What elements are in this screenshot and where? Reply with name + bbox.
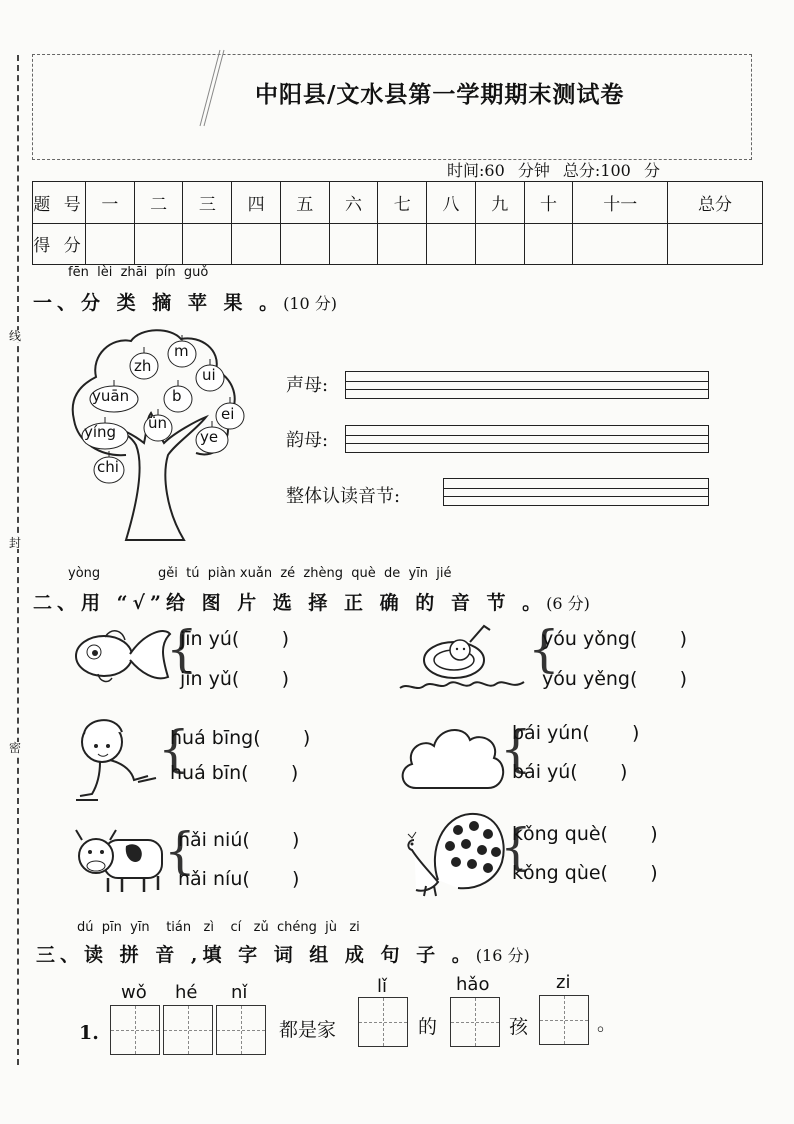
- apple-label: m: [174, 342, 189, 360]
- period-mark: 。: [597, 1013, 617, 1035]
- score-col-4: 四: [232, 182, 281, 224]
- answer-lines-zhengti[interactable]: [443, 478, 709, 506]
- score-cell[interactable]: [573, 223, 668, 265]
- swimmer-icon: [398, 620, 530, 694]
- text-doushijia: 都是家: [279, 1019, 337, 1041]
- section1-heading-text: 一、分 类 摘 苹 果 。: [33, 292, 284, 314]
- section1-pinyin: fēn lèi zhāi pín guǒ: [68, 265, 209, 280]
- option-kong-que[interactable]: kǒng què( ): [512, 823, 658, 845]
- side-mark-mi: 密: [9, 741, 22, 755]
- writing-cell-ni[interactable]: [216, 1005, 266, 1055]
- score-cell[interactable]: [427, 223, 476, 265]
- time-info: 时间:60 分钟 总分:100 分: [447, 161, 660, 180]
- option-you-yong[interactable]: yóu yǒng( ): [542, 628, 688, 650]
- apple-label: zh: [134, 357, 152, 375]
- score-col-6: 六: [329, 182, 378, 224]
- label-yunmu: 韵母:: [286, 430, 329, 451]
- score-table-label-tihao: 题 号: [33, 182, 86, 224]
- option-hua-bing[interactable]: huá bīng( ): [170, 727, 311, 749]
- score-col-8: 八: [427, 182, 476, 224]
- score-col-7: 七: [378, 182, 427, 224]
- apple-group: [66, 325, 246, 545]
- writing-cell-li[interactable]: [358, 997, 408, 1047]
- page-title: 中阳县/文水县第一学期期末测试卷: [255, 82, 625, 108]
- pinyin-ni: nǐ: [231, 982, 248, 1003]
- side-mark-feng: 封: [9, 536, 22, 550]
- score-cell[interactable]: [183, 223, 232, 265]
- section2-heading-text: 二、用 “√”给 图 片 选 择 正 确 的 音 节 。: [33, 592, 547, 614]
- label-zhengti: 整体认读音节:: [286, 486, 401, 507]
- section3-score: (16 分): [475, 946, 530, 965]
- score-col-3: 三: [183, 182, 232, 224]
- writing-cell-zi[interactable]: [539, 995, 589, 1045]
- apple-label: chi: [97, 458, 119, 476]
- score-cell[interactable]: [134, 223, 183, 265]
- apple-label: ye: [200, 428, 219, 446]
- score-col-total: 总分: [668, 182, 763, 224]
- goldfish-icon: [70, 622, 176, 692]
- score-cell[interactable]: [524, 223, 573, 265]
- apple-label: b: [172, 387, 182, 405]
- brace-icon: {: [158, 720, 190, 778]
- brace-icon: {: [500, 818, 532, 876]
- score-col-2: 二: [134, 182, 183, 224]
- pinyin-he: hé: [175, 982, 198, 1003]
- section1-score: (10 分): [283, 294, 338, 313]
- option-bai-yun[interactable]: bái yún( ): [512, 722, 640, 744]
- writing-cell-hao[interactable]: [450, 997, 500, 1047]
- score-col-9: 九: [475, 182, 524, 224]
- option-bai-yu[interactable]: bái yú( ): [512, 761, 628, 783]
- apple-label: ün: [148, 414, 168, 432]
- score-col-11: 十一: [573, 182, 668, 224]
- score-table: [32, 181, 763, 265]
- apple-label: ui: [202, 366, 216, 384]
- score-table-label-defen: 得 分: [33, 223, 86, 265]
- text-hai: 孩: [509, 1016, 529, 1038]
- brace-icon: {: [528, 620, 560, 678]
- title-decoration-icon: [196, 48, 226, 128]
- option-kong-que-wrong[interactable]: kǒng qùe( ): [512, 862, 658, 884]
- pinyin-zi: zi: [556, 972, 571, 993]
- question-number: 1.: [79, 1022, 99, 1044]
- section3-heading-text: 三、读 拼 音 ,填 字 词 组 成 句 子 。: [36, 944, 476, 966]
- score-cell[interactable]: [378, 223, 427, 265]
- pinyin-hao: hǎo: [456, 974, 490, 995]
- option-jin-yu[interactable]: jīn yú( ): [180, 628, 290, 650]
- section2-pinyin: yòng gěi tú piàn xuǎn zé zhèng què de yīn jié: [68, 566, 452, 581]
- peacock-icon: [398, 810, 508, 898]
- section1-heading: [33, 288, 337, 315]
- score-cell[interactable]: [329, 223, 378, 265]
- score-table-header-row: [33, 182, 763, 224]
- cow-icon: [74, 826, 166, 896]
- brace-icon: {: [500, 720, 532, 778]
- score-col-10: 十: [524, 182, 573, 224]
- score-cell[interactable]: [475, 223, 524, 265]
- score-cell[interactable]: [232, 223, 281, 265]
- score-cell[interactable]: [668, 223, 763, 265]
- option-nai-niu[interactable]: nǎi niú( ): [178, 829, 300, 851]
- apple-label: yíng: [84, 423, 117, 441]
- brace-icon: {: [166, 620, 198, 678]
- answer-lines-yunmu[interactable]: [345, 425, 709, 453]
- apple-label: ei: [221, 405, 235, 423]
- side-mark-xian: 线: [9, 329, 22, 343]
- option-you-yeng[interactable]: yóu yěng( ): [542, 668, 688, 690]
- score-col-5: 五: [280, 182, 329, 224]
- pinyin-li: lǐ: [377, 976, 388, 997]
- score-table-score-row: [33, 223, 763, 265]
- brace-icon: {: [164, 822, 196, 880]
- section2-heading: [33, 588, 590, 615]
- binding-dashed-line: [17, 55, 19, 1065]
- option-nai-niu-wrong[interactable]: nǎi níu( ): [178, 868, 300, 890]
- score-cell[interactable]: [86, 223, 135, 265]
- text-de: 的: [418, 1016, 438, 1038]
- option-jin-yu-wrong[interactable]: jīn yǔ( ): [180, 668, 290, 690]
- apple-label: yuān: [92, 387, 130, 405]
- cloud-icon: [396, 718, 508, 798]
- skater-icon: [70, 714, 160, 802]
- option-hua-bin[interactable]: huá bīn( ): [170, 762, 299, 784]
- section2-score: (6 分): [546, 594, 590, 613]
- section3-heading: [36, 940, 530, 967]
- score-cell[interactable]: [280, 223, 329, 265]
- section3-pinyin: dú pīn yīn tián zì cí zǔ chéng jù zi: [77, 920, 360, 935]
- pinyin-wo: wǒ: [121, 982, 147, 1003]
- writing-cell-he[interactable]: [163, 1005, 213, 1055]
- writing-cell-wo[interactable]: [110, 1005, 160, 1055]
- label-shengmu: 声母:: [286, 375, 329, 396]
- score-col-1: 一: [86, 182, 135, 224]
- answer-lines-shengmu[interactable]: [345, 371, 709, 399]
